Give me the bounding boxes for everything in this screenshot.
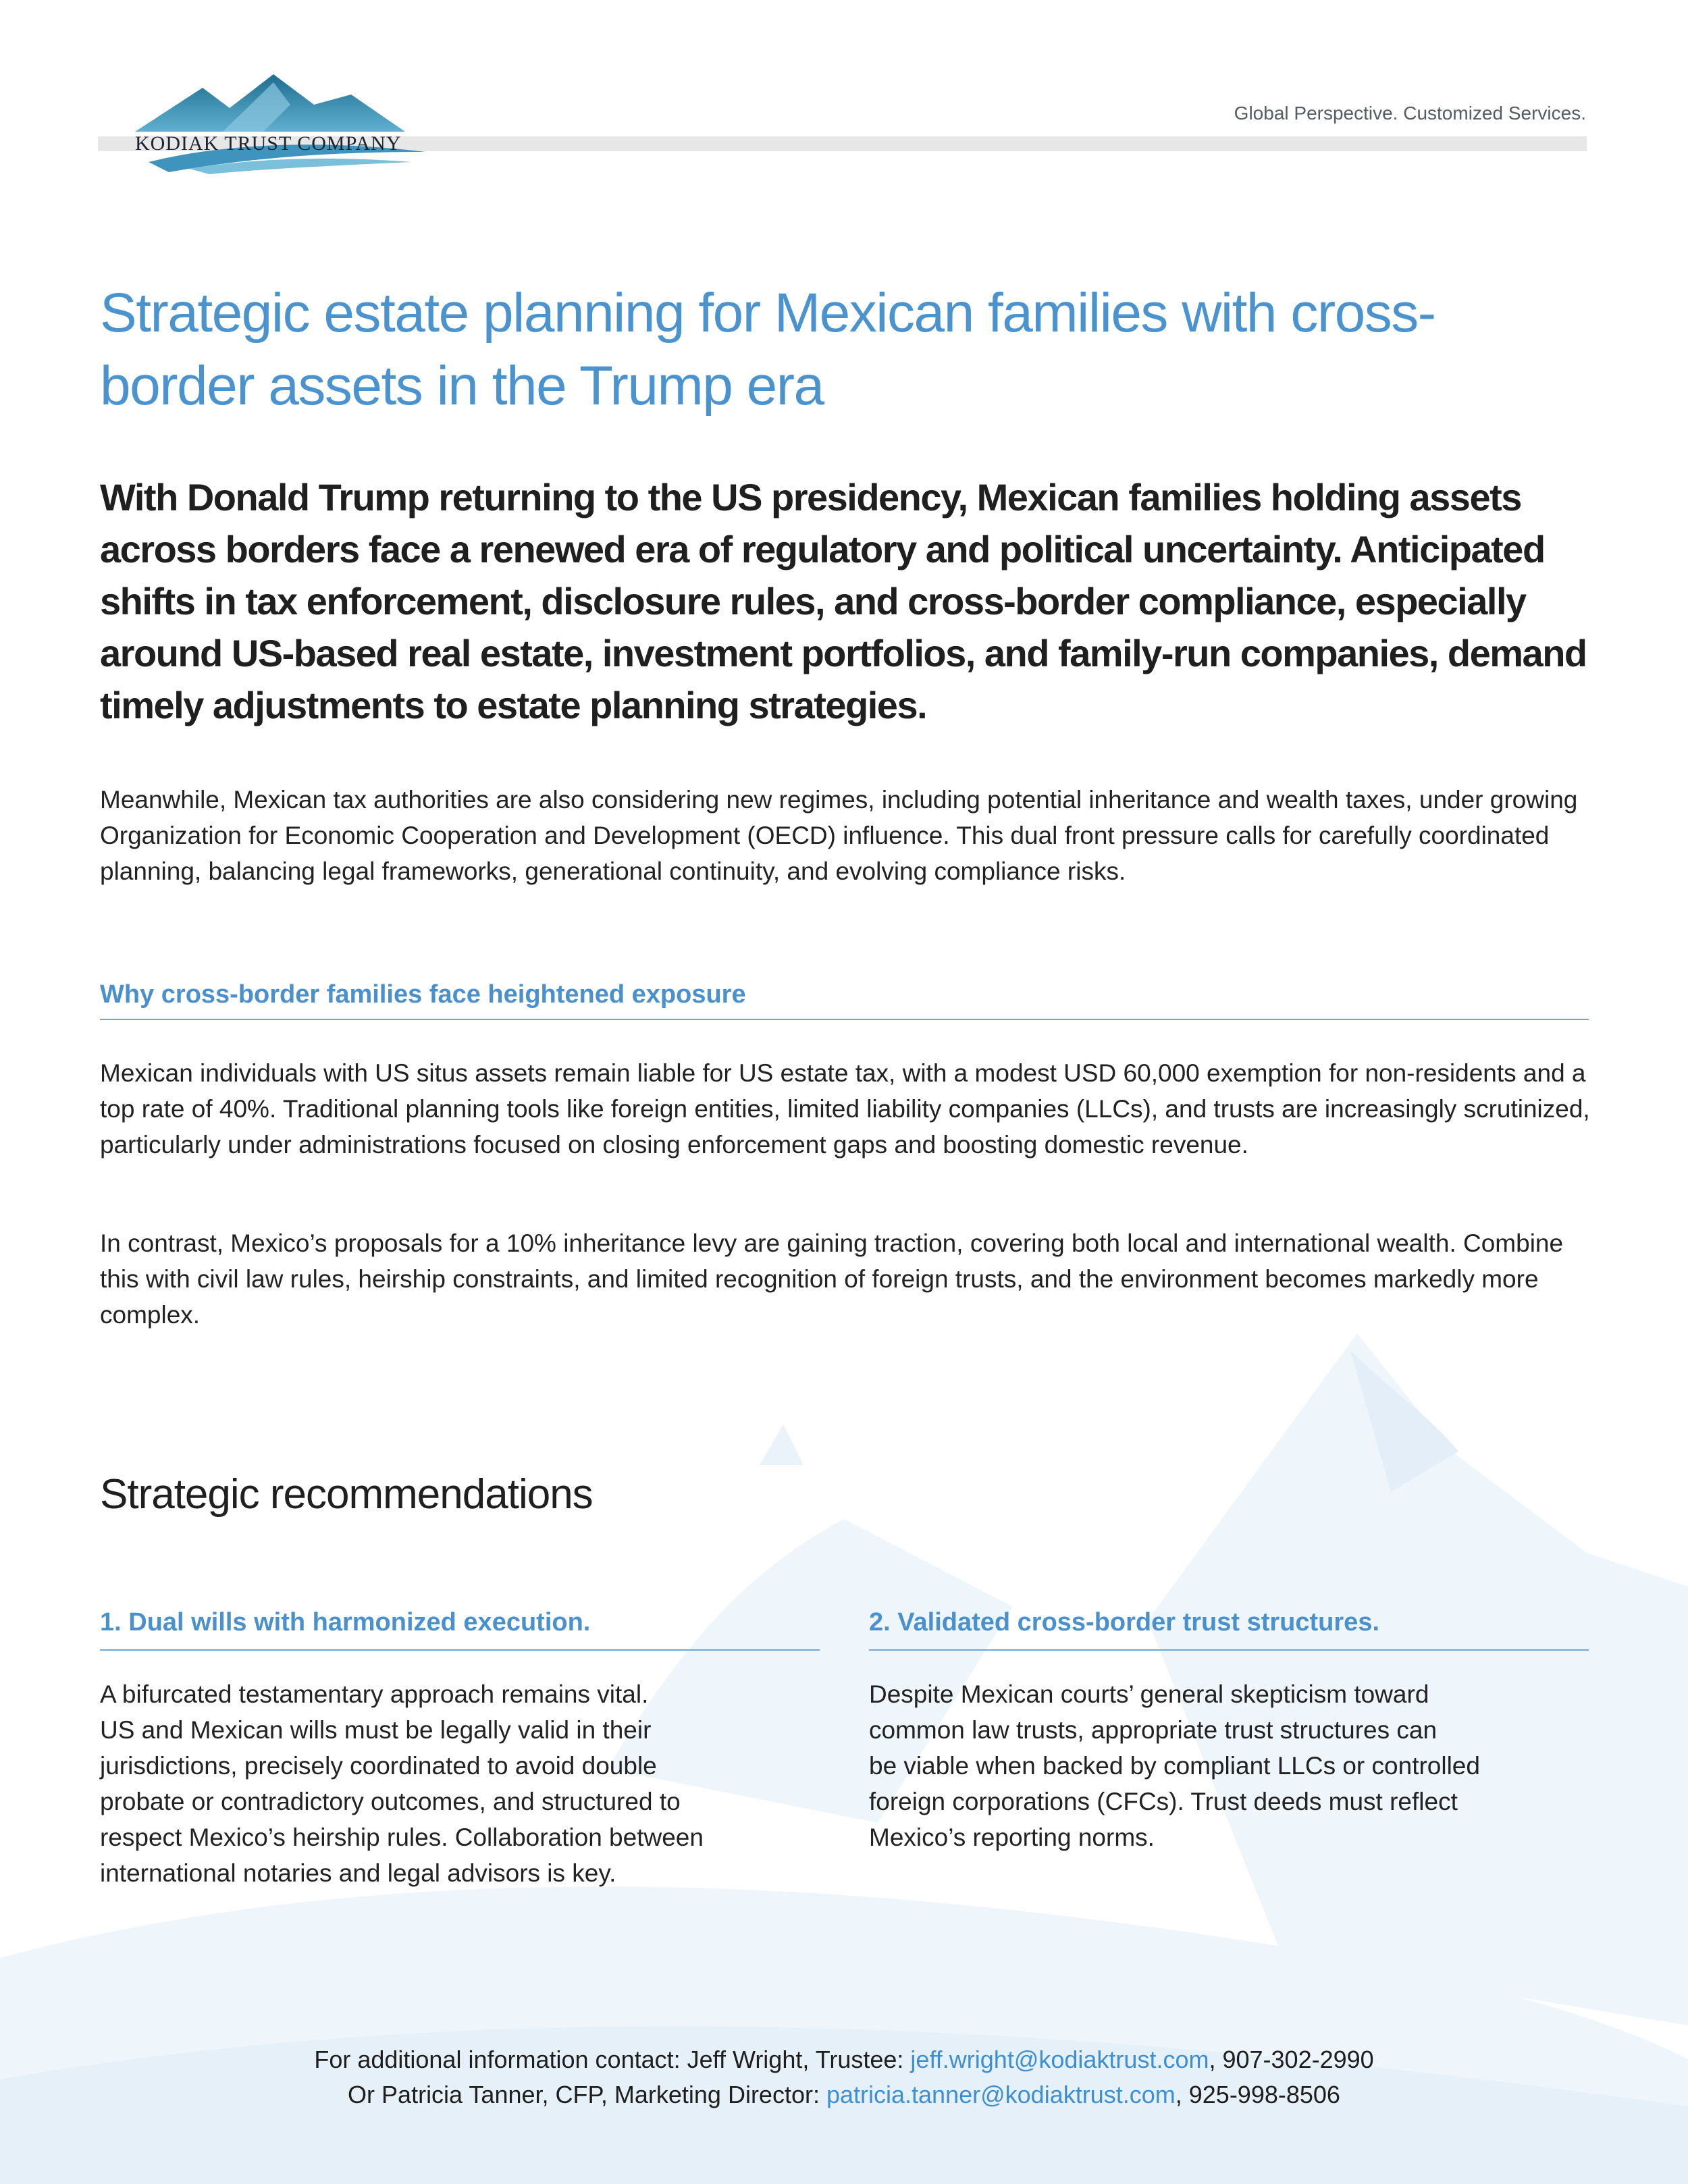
section-heading-exposure: Why cross-border families face heightened exposure	[100, 980, 1589, 1020]
contact-2-phone: , 925-998-8506	[1175, 2081, 1340, 2108]
lede-paragraph: With Donald Trump returning to the US presidency, Mexican families holding assets across borders face a renewed era of regulatory and political uncertainty. Anticipated shifts in tax enforcement, disclosure rules, and cross-border compliance, especially around US-based real estate, investment portfolios, and family-run companies, demand timely adjustments to estate planning strategies.	[100, 476, 1587, 726]
recommendations-heading: Strategic recommendations	[100, 1471, 593, 1518]
contact-line-1	[0, 2042, 1688, 2077]
recommendation-2-body: Despite Mexican courts’ general skepticism toward common law trusts, appropriate trust structures can be viable when backed by compliant LLCs or controlled foreign corporations (CFCs). Trust deeds must reflect Mexico’s reporting norms.	[869, 1680, 1480, 1851]
contact-1-phone: , 907-302-2990	[1209, 2046, 1374, 2073]
recommendation-column-2	[869, 1608, 1589, 1855]
contact-2-label: Or Patricia Tanner, CFP, Marketing Director:	[348, 2081, 826, 2108]
contact-1-label: For additional information contact: Jeff Wright, Trustee:	[314, 2046, 911, 2073]
recommendation-column-1	[100, 1608, 820, 1891]
mountain-waves-logo-icon	[128, 68, 466, 176]
contact-2-email-link[interactable]: patricia.tanner@kodiaktrust.com	[826, 2081, 1176, 2108]
recommendation-2-title: 2. Validated cross-border trust structures.	[869, 1608, 1589, 1651]
contact-line-2	[0, 2077, 1688, 2112]
recommendation-1-body: A bifurcated testamentary approach remains vital. US and Mexican wills must be legally valid in their jurisdictions, precisely coordinated to avoid double probate or contradictory outcomes, and structured to respect Mexico’s heirship rules. Collaboration between international notaries and legal advisors is key.	[100, 1680, 704, 1887]
page-title: Strategic estate planning for Mexican families with cross-border assets in the Trump era	[100, 282, 1435, 417]
exposure-paragraph-1: Mexican individuals with US situs assets remain liable for US estate tax, with a modest USD 60,000 exemption for non-residents and a top rate of 40%. Traditional planning tools like foreign entities, limited liability companies (LLCs), and trusts are increasingly scrutinized, particularly under administrations focused on closing enforcement gaps and boosting domestic revenue.	[100, 1059, 1590, 1158]
tagline: Global Perspective. Customized Services.	[1234, 103, 1586, 124]
contact-info	[0, 2042, 1688, 2112]
exposure-paragraph-2: In contrast, Mexico’s proposals for a 10% inheritance levy are gaining traction, covering both local and international wealth. Combine this with civil law rules, heirship constraints, and limited recognition of foreign trusts, and the environment becomes markedly more complex.	[100, 1229, 1564, 1329]
contact-1-email-link[interactable]: jeff.wright@kodiaktrust.com	[910, 2046, 1209, 2073]
intro-paragraph: Meanwhile, Mexican tax authorities are also considering new regimes, including potential inheritance and wealth taxes, under growing Organization for Economic Cooperation and Development (OECD) influence. This dual front pressure calls for carefully coordinated planning, balancing legal frameworks, generational continuity, and evolving compliance risks.	[100, 786, 1578, 885]
recommendation-1-title: 1. Dual wills with harmonized execution.	[100, 1608, 820, 1651]
company-name: KODIAK TRUST COMPANY	[135, 132, 402, 155]
